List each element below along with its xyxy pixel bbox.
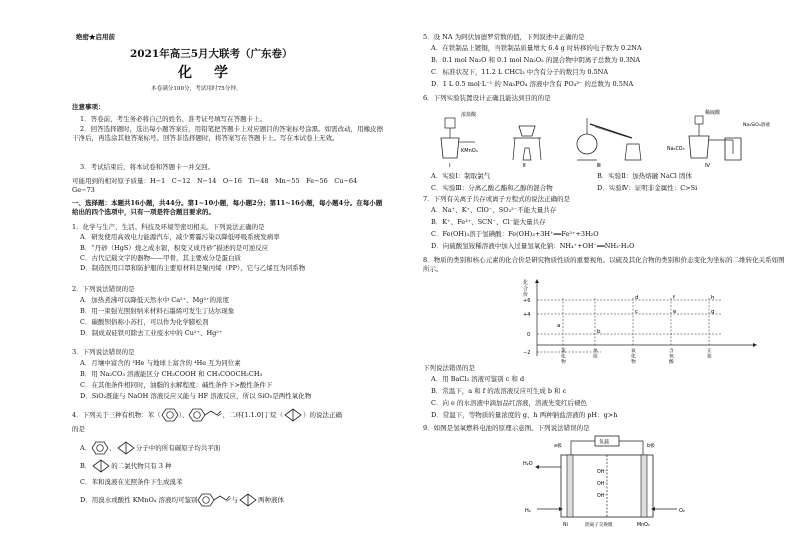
q6-option-c: C．实验Ⅲ：分离乙酸乙酯和乙醇的混合物 (431, 184, 553, 192)
left-column (0, 0, 385, 560)
q5-option-a: A．在铁制品上镀铜，当铁制品质量增大 6.4 g 时转移的电子数为 0.2NA (431, 44, 642, 52)
q5-option-b: B．0.1 mol Na₂O 和 0.1 mol Na₂O₂ 的混合物中阴离子总数为 0.3NA (431, 56, 641, 64)
exam-title: 2021年高三5月大联考（广东卷） (130, 48, 293, 60)
y-tick-plus6: +6 (523, 298, 531, 304)
label-oh-1: OH⁻ (597, 470, 607, 475)
label-mno2: MnO₂ (637, 523, 650, 528)
point-d: d (635, 295, 639, 301)
q5-option-c: C．标准状况下，11.2 L CHCl₃ 中含有分子的数目为 0.5NA (431, 68, 609, 76)
q8-valence-diagram (521, 278, 761, 365)
label-h2: H₂ (525, 508, 531, 514)
q1-option-d: D．制造医用口罩和防护服的主要原材料是聚丙烯（PP），它与乙烯互为同系物 (80, 264, 306, 272)
q1-option-a: A．研发使用高效电力能源汽车，减少雾霾污染以降低呼吸系统发病率 (80, 233, 280, 241)
axis-title-2: 合 (523, 286, 529, 292)
apparatus-i (441, 111, 478, 169)
q4-option-c: C．苯和溴液在光照条件下生成溴苯 (80, 478, 183, 486)
fig-number-2: Ⅱ (523, 163, 526, 169)
q1-stem: 1．化学与生产、生活、科技及环境等密切相关。下列说法正确的是 (72, 223, 265, 231)
wire-right (619, 441, 643, 455)
x-cat-element: 单质 (593, 349, 598, 360)
q1-option-c: C．古代记载文字的器物——甲骨，其主要成分是蛋白质 (80, 254, 241, 262)
atomic-masses: 可能用到的相对原子质量：H−1 C−12 N−14 O−16 Ti−48 Mn−55 Fe−56 Cu−64 Ge−73 (72, 177, 364, 194)
label-na2sio3: Na₂SiO₃溶液 (743, 123, 770, 128)
label-o2: O₂ (679, 508, 685, 514)
x-axis-arrow (753, 343, 757, 347)
point-g: g (711, 309, 715, 315)
apparatus-iii (577, 118, 641, 169)
q7-option-c: C．Fe(OH)₃溶于氢碘酸：Fe(OH)₃+3H⁺══Fe³⁺+3H₂O (431, 230, 599, 238)
fig-number-4: Ⅳ (705, 163, 711, 169)
q6-option-b: B．实验Ⅱ：加热熔融 NaCl 固体 (597, 172, 692, 180)
q9-stem: 9．如图是氢氧燃料电池的原理示意图。下列说法错误的是 (423, 424, 590, 432)
q8-after: 下列说法错误的是 (423, 364, 475, 372)
point-a: a (557, 323, 561, 329)
notice-heading: 注意事项： (72, 103, 105, 111)
label-load: 负载 (599, 439, 610, 446)
electrode-mno2 (641, 455, 647, 517)
q4-stem-line (72, 408, 342, 422)
label-dilute-h2so4: 稀硫酸 (705, 110, 721, 116)
electrode-ni (567, 455, 573, 517)
point-b: b (597, 329, 601, 335)
q6-stem: 6．下列实验装置设计正确且能达到目的的是 (423, 94, 551, 102)
q2-option-c: C．碳酸钡俗称小苏打，可以作为化学膨松剂 (80, 318, 209, 326)
q3-option-a: A．月壤中富含的 ³He 与地球上富含的 ⁴He 互为同位素 (80, 359, 241, 367)
q3-option-b: B．用 Na₂CO₃ 溶液能区分 CH₃COOH 和 CH₃COOCH₂CH₃ (80, 370, 263, 378)
point-f: f (673, 295, 675, 301)
bicyclobutane-icon (238, 493, 258, 507)
bicyclobutane-icon (116, 441, 136, 455)
q3-option-c: C．在其他条件相同时，油脂的水解程度：碱性条件下>酸性条件下 (80, 381, 273, 389)
subject-title: 化 学 (178, 65, 232, 81)
x-cat-oxyacid: 含氧酸 (669, 349, 674, 365)
q5-stem: 5．设 NA 为阿伏加德罗常数的值，下列叙述中正确的是 (423, 33, 585, 41)
q8-option-b: B．常温下，a 和 f 的浓溶液反应可生成 b 和 c (431, 387, 567, 395)
right-column (409, 0, 794, 560)
label-conc-hcl: 浓盐酸 (461, 112, 477, 118)
benzene-icon (91, 441, 109, 455)
label-a-pole: a极 (554, 444, 562, 449)
q6-apparatus-figure (427, 104, 770, 170)
q2-option-a: A．加热煮沸可以降低天然水中 Ca²⁺、Mg²⁺的浓度 (80, 296, 229, 304)
notice-3: 3．考试结束后，将本试卷和答题卡一并交回。 (80, 163, 215, 171)
label-b-pole: b极 (647, 444, 655, 449)
axis-title-3: 价 (523, 292, 529, 298)
q4-option-a-connector: 、 (109, 444, 116, 452)
point-h: h (711, 295, 715, 301)
label-h2o: H₂O (523, 461, 533, 467)
q6-option-d: D．实验Ⅳ：证明非金属性：C>Si (597, 184, 698, 192)
q3-stem: 3．下列说法错误的是 (72, 348, 135, 356)
label-kmno4: KMnO₄ (461, 148, 478, 154)
point-e: e (673, 309, 677, 315)
q4-stem-c: 、二环[1.1.0]丁烷（ (222, 411, 284, 419)
section-one-heading: 一、选择题：本题共16小题，共44分。第1~10小题，每小题2分；第11~16小题，每小题4分。在每小题给出的四个选项中，只有一项是符合题目要求的。 (72, 199, 383, 216)
fig-number-1: Ⅰ (449, 163, 451, 169)
label-oh-2: OH⁻ (597, 482, 607, 487)
notice-2: 2．回答选择题时，选出每小题答案后，用铅笔把答题卡上对应题目的答案标号涂黑。如需改动，用橡皮擦干净后，再选涂其他答案标号。回答非选择题时，将答案写在答题卡上。写在本试卷上无效。 (72, 125, 384, 142)
x-category-labels (561, 347, 712, 365)
q8-stem: 8．物质的类别和核心元素的化合价是研究物质性质的重要视角。以硫及其化合物的类别和价态变化为坐标的二维转化关系如图所示。 (423, 256, 785, 273)
water-arrow (535, 465, 539, 469)
q4-stem-e: 的是 (72, 425, 85, 433)
apparatus-iv (667, 109, 770, 169)
styrene-structure-icon (197, 493, 231, 507)
axis-title-1: 化 (523, 280, 529, 286)
q4-stem-d: ）的说法正确 (303, 411, 343, 419)
score-line: 本卷满分100分，考试用时75分钟。 (151, 86, 242, 92)
label-na2co3: Na₂CO₃ (667, 147, 685, 152)
q4-stem-a: 4．下列关于三种有机物：苯（ (72, 411, 161, 419)
point-c: c (635, 309, 639, 315)
q5-option-d: D．1 L 0.5 mol·L⁻¹ 的 Na₃PO₄ 溶液中含有 PO₄³⁻ 的总数为 0.5NA (431, 80, 634, 88)
label-ni: Ni (563, 523, 568, 528)
label-membrane: 阴离子交换膜 (585, 523, 613, 528)
q1-option-b: B．“丹砂（HgS）烧之成水银，积变又成丹砂”描述的是可逆反应 (80, 244, 269, 252)
q7-stem: 7．下列有关离子共存或离子方程式的说法正确的是 (423, 195, 571, 203)
q2-stem: 2．下列说法错误的是 (72, 285, 135, 293)
q8-option-c: C．向 e 的水溶液中滴加品红溶液，溶液先变红后褪色 (431, 399, 587, 407)
q6-option-a: A．实验Ⅰ：制取氯气 (431, 172, 491, 180)
y-axis-arrow (535, 279, 539, 283)
q3-option-d: D．SiO₂既能与 NaOH 溶液反应又能与 HF 溶液反应，所以 SiO₂是两性氧化物 (80, 392, 312, 400)
q2-option-d: D．制成双硅铁可除去工业废水中的 Cu²⁺、Hg²⁺ (80, 329, 223, 337)
q4-stem-b: ）、 (178, 411, 189, 419)
wire-left (571, 441, 595, 455)
bicyclobutane-icon (91, 459, 111, 473)
q9-fuel-cell-figure (521, 433, 721, 543)
q8-option-a: A．用 BaCl₂ 溶液可鉴别 c 和 d (431, 375, 525, 383)
y-tick-minus2: −2 (523, 350, 531, 356)
bicyclobutane-icon (283, 408, 303, 422)
q7-option-d: D．向硫酸氢铵稀溶液中加入过量氢氧化钠：NH₄⁺+OH⁻══NH₃·H₂O (431, 242, 635, 250)
styrene-structure-icon (188, 408, 222, 422)
q4-option-b: B． 的二氯代物只有 3 种 (80, 459, 172, 473)
apparatus-ii (513, 126, 541, 169)
q2-option-b: B．用一束强光照射纳米材料石墨烯可发生丁达尔现象 (80, 307, 235, 315)
x-cat-salt: 正盐 (707, 349, 712, 360)
secret-mark: 绝密★启用前 (76, 33, 115, 41)
label-oh-3: OH⁻ (597, 494, 607, 499)
fig-number-3: Ⅲ (597, 163, 601, 169)
q4-option-d: D．用溴水或酸性 KMnO₄ 溶液均可鉴别 与 两种液体 (80, 493, 284, 507)
q7-option-a: A．Na⁺、K⁺、ClO⁻、SO₃²⁻不能大量共存 (431, 206, 557, 214)
y-tick-plus4: +4 (523, 312, 531, 318)
y-tick-zero: 0 (527, 332, 531, 338)
q7-option-b: B．K⁺、Fe³⁺、SCN⁻、Cl⁻能大量共存 (431, 218, 546, 226)
q8-option-d: D．常温下，等物质的量浓度的 g、h 两种钠盐溶液的 pH：g>h (431, 411, 618, 419)
benzene-icon (161, 408, 179, 422)
notice-1: 1．答卷前，考生务必将自己的姓名、准考证号填写在答题卡上。 (80, 115, 267, 123)
q4-option-a: A． 、 分子中的所有碳原子均共平面 (80, 441, 220, 455)
x-cat-oxide: 氧化物 (631, 349, 636, 365)
x-cat-hydride: 氢化物 (561, 349, 566, 365)
